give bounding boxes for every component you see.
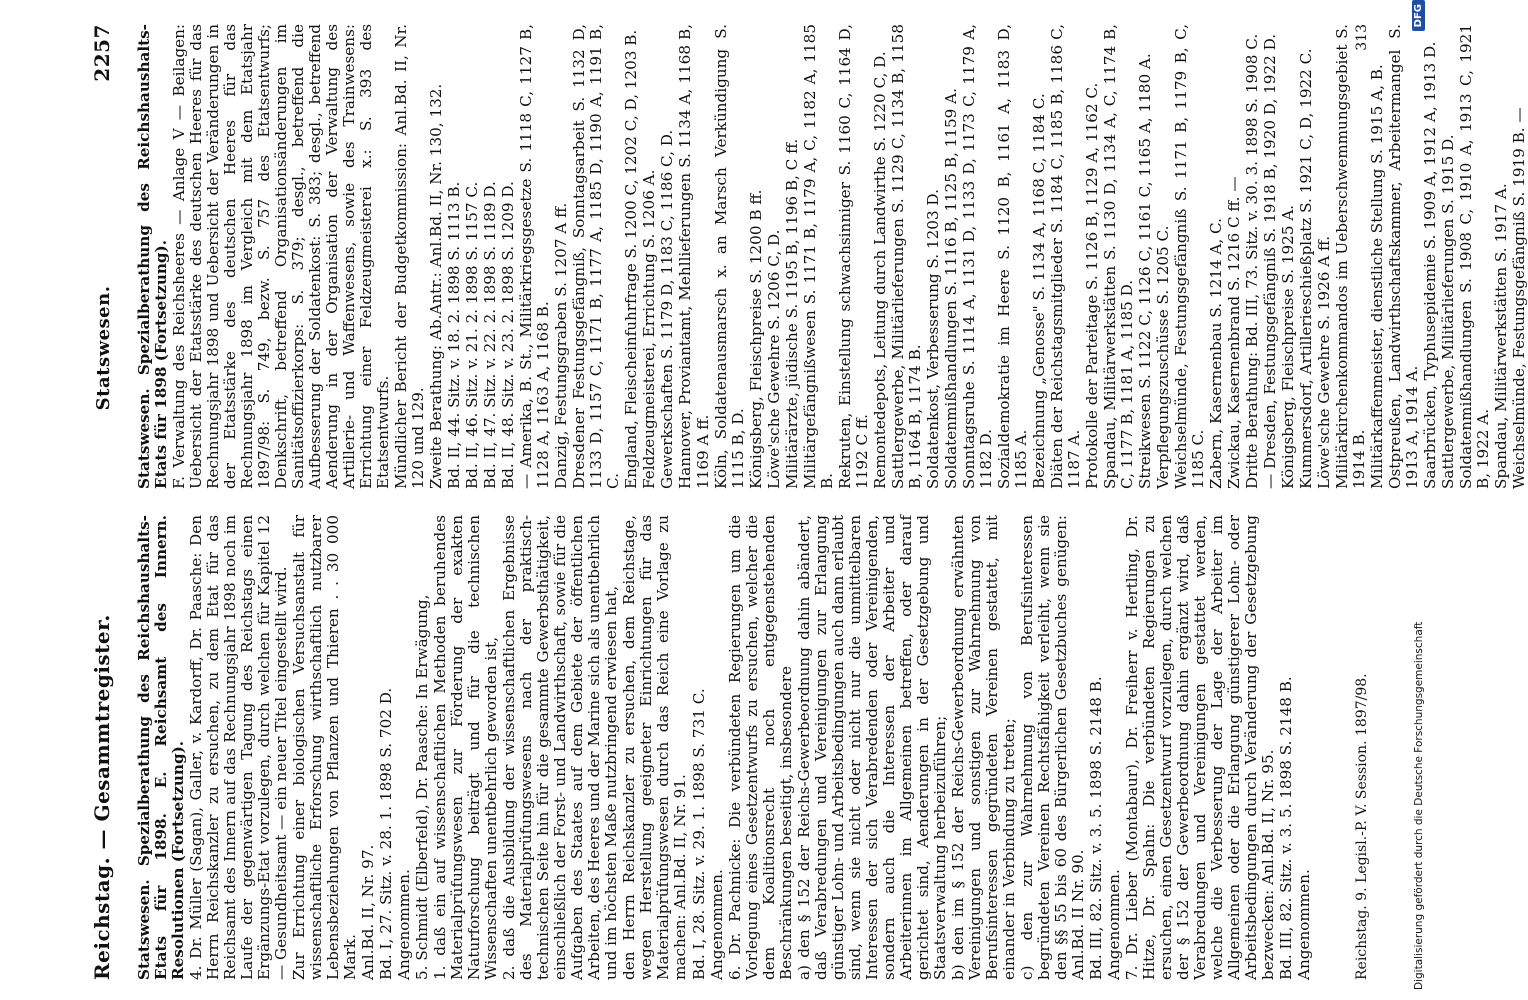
register-entry: Dresdener Festungsgefängniß, Sonntagsarbeit S. 1132 D, 1133 D, 1157 C, 1171 B, 1177 A, 1185 D, 1190 A, 1191 B, C. (570, 24, 623, 489)
register-entry: Bd. II, 44. Sitz. v. 18. 2. 1898 S. 1113 B. (445, 181, 464, 489)
register-entry: Bd. II, 47. Sitz. v. 22. 2. 1898 S. 1189 D. (481, 181, 500, 489)
register-entry: Saarbrücken, Typhusepidemie S. 1909 A, 1912 A, 1913 D. (1421, 41, 1440, 489)
register-entry: Bd. III, 82. Sitz. v. 3. 5. 1898 S. 2148 B. (1277, 676, 1296, 980)
register-entry: Danzig, Festungsgraben S. 1207 A ff. (552, 202, 571, 489)
register-entry: Angenommen. (707, 869, 726, 980)
register-entry: Soldatenmißhandlungen S. 1116 B, 1125 B, 1159 A. (941, 88, 960, 489)
register-entry: Diäten der Reichstagsmitglieder S. 1184 C, 1185 B, 1186 C, 1187 A. (1047, 24, 1083, 489)
register-entry: — Dresden, Festungsgefängniß S. 1918 B, 1920 D, 1922 D. (1261, 33, 1279, 489)
register-entry: Statswesen. Spezialberathung des Reichshaushalts-Etats für 1898 (Fortsetzung). (135, 24, 171, 489)
register-entry: Statswesen. Spezialberathung des Reichshaushalts-Etats für 1898. E. Reichsamt des Innern. Resolutionen (Fortsetzung). (135, 515, 188, 980)
register-entry: 6. Dr. Pachnicke: Die verbündeten Regierungen um die Vorlegung eines Gesetzentwurfs zu ersuchen, welcher die dem Koalitionsrecht noch entgegenstehenden Beschränkungen beseitigt, insbesondere (725, 515, 795, 980)
register-entry: Sozialdemokratie im Heere S. 1120 B, 1161 A, 1183 D, 1185 A. (994, 24, 1030, 489)
register-entry: Weichselmünde, Festungsgefängniß S. 1919 B. — (1510, 107, 1528, 489)
register-entry: Sattlergewerbe, Militärlieferungen S. 1915 D. (1439, 134, 1458, 489)
page-number: 2257 (90, 24, 114, 82)
register-entry: Militärgefängnißwesen S. 1171 B, 1179 A, C, 1182 A, 1185 B. (800, 24, 836, 489)
register-entry: Bezeichnung „Genosse" S. 1134 A, 1168 C, 1184 C. (1029, 93, 1048, 489)
credit-text: Digitalisierung gefördert durch die Deutsche Forschungsgemeinschaft (1412, 621, 1425, 990)
digitization-credit (1410, 0, 1432, 1000)
register-entry: Verpflegungszuschüsse S. 1205 C. (1153, 225, 1172, 489)
register-entry: Militärkaffenmeister, dienstliche Stellung S. 1915 A, B. (1368, 64, 1387, 489)
register-entry: Bd. II, 48. Sitz. v. 23. 2. 1898 S. 1209 D. (499, 181, 518, 489)
register-entry: Zwickau, Kasernenbrand S. 1216 C ff. — (1224, 176, 1243, 489)
register-entry: Remontedepots, Leitung durch Landwirthe S. 1220 C, D. (870, 51, 889, 489)
register-entry: Hannover, Proviantamt, Mehllieferungen S. 1134 A, 1168 B, 1169 A ff. (676, 24, 712, 489)
register-entry: 7. Dr. Lieber (Montabaur), Dr. Freiherr v. Hertling, Dr. Hitze, Dr. Spahn: Die verbündeten Regierungen zu ersuchen, einen Gesetzentwurf vorzulegen, durch welchen der § 152 der Gewerbeordnung dahin ergänzt wird, daß Verabredungen und Vereinigungen gestattet werden, welche die Verbesserung der Lage der Arbeiter im Allgemeinen oder die Erlangung günstigerer Lohn- oder Arbeitsbedingungen durch Veränderung der Gesetzgebung bezwecken: Anl.Bd. II, Nr. 95. (1122, 515, 1278, 980)
register-entry: Feldzeugmeisterei, Errichtung S. 1206 A. (640, 169, 659, 489)
register-entry: Sattlergewerbe, Militärlieferungen S. 1129 C, 1134 B, 1158 B, 1164 B, 1174 B. (888, 24, 924, 489)
register-entry: den Herrn Reichskanzler zu ersuchen, dem Reichstage, wegen Herstellung geeigneter Einrichtungen für das Materialprüfungswesen durch das Reich eine Vorlage zu machen: Anl.Bd. II, Nr. 91. (620, 515, 690, 980)
register-entry: Spandau, Militärwerkstätten S. 1130 D, 1134 A, C, 1174 B, C, 1177 B, 1181 A, 1185 D. (1100, 24, 1136, 489)
left-column (136, 515, 1346, 980)
register-entry: England, Fleischeinfuhrfrage S. 1200 C, 1202 C, D, 1203 B. (622, 29, 641, 489)
register-entry: Weichselmünde, Festungsgefängniß S. 1171 B, 1179 B, C, 1185 C. (1171, 24, 1207, 489)
register-entry: Rekruten, Einstellung schwachsinniger S. 1160 C, 1164 D, 1192 C ff. (835, 24, 871, 489)
running-head (90, 24, 130, 980)
register-entry: Zur Errichtung einer biologischen Versuchsanstalt für wissenschaftliche Erforschung wirthschaftlich nutzbarer Lebensbeziehungen von Pflanzen und Thieren . . 30 000 Mark. (290, 515, 360, 980)
register-entry: 4. Dr. Müller (Sagan), Galler, v. Kardorff, Dr. Paasche: Den Herrn Reichskanzler zu ersuchen, zu dem Etat für das Reichsamt des Innern auf das Rechnungsjahr 1898 noch im Laufe der gegenwärtigen Tagung des Reichstags einen Ergänzungs-Etat vorzulegen, durch welchen für Kapitel 12 — Gesundheitsamt — ein neuer Titel eingestellt wird. (187, 515, 291, 980)
register-entry: Zweite Berathung: Ab.Antr.: Anl.Bd. II, Nr. 130, 132. (427, 83, 446, 489)
register-entry: Bd. III, 82. Sitz. v. 3. 5. 1898 S. 2148 B. (1086, 676, 1105, 980)
register-entry: Bd. II, 46. Sitz. v. 21. 2. 1898 S. 1157 C. (463, 181, 482, 489)
register-entry: Angenommen. (1295, 869, 1314, 980)
register-entry: Löwe'sche Gewehre S. 1926 A ff. (1315, 235, 1334, 489)
register-entry: Anl.Bd. II, Nr. 97. (359, 844, 378, 980)
register-entry: Mündlicher Bericht der Budgetkommission: Anl.Bd. II, Nr. 120 und 129. (392, 24, 428, 489)
register-entry: Köln, Soldatenausmarsch x. an Marsch Verkündigung S. 1115 B, D. (711, 24, 747, 489)
register-entry: Bd. I, 28. Sitz. v. 29. 1. 1898 S. 731 C. (689, 688, 708, 980)
register-entry: 2. daß die Ausbildung der wissenschaftlichen Ergebnisse des Materialprüfungswesens nach der praktisch-technischen Seite hin für die gesammte Gewerbsthätigkeit, einschließlich der Forst- und Landwirthschaft, sowie für die Aufgaben des Staates auf dem Gebiete der öffentlichen Arbeiten, des Heeres und der Marine sich als unentbehrlich und im höchsten Maße nutzbringend erwiesen hat, (500, 515, 621, 980)
running-head-right: Statswesen. (93, 285, 114, 411)
register-entry: 5. Schmidt (Elberfeld), Dr. Paasche: In Erwägung, (413, 594, 432, 980)
register-entry: Ostpreußen, Landwirthschaftskammer, Arbeitermangel S. 1913 A, 1914 A. (1386, 24, 1422, 489)
register-entry: Angenommen. (395, 869, 414, 980)
register-entry: 1. daß ein auf wissenschaftlichen Methoden beruhendes Materialprüfungswesen zur Förderung der exakten Naturforschung beiträgt und für die technischen Wissenschaften unentbehrlich geworden ist, (431, 515, 501, 980)
register-entry: — Amerika, B. St., Militärkriegsgesetze S. 1118 C, 1127 B, 1128 A, 1163 A, 1168 B. (517, 24, 553, 489)
register-entry: a) den § 152 der Reichs-Gewerbeordnung dahin abändert, daß Verabredungen und Vereinigungen zur Erlangung günstiger Lohn- und Arbeitsbedingungen auch dann erlaubt sind, wenn sie nicht oder nicht nur die unmittelbaren Interessen der sich Verabredenden oder Vereinigenden, sondern auch die Interessen der Arbeiter und Arbeiterinnen im Allgemeinen betreffen, oder darauf gerichtet sind, Aenderungen in der Gesetzgebung und Staatsverwaltung herbeizuführen; (794, 515, 949, 980)
register-entry: Angenommen. (1104, 869, 1123, 980)
running-head-left: Reichstag. — Gesammtregister. (90, 614, 114, 980)
footer-left: Reichstag. 9. Legisl.-P. V. Session. 1897/98. (1354, 673, 1370, 980)
footer-right: 313 (1354, 24, 1370, 51)
page-footer (1354, 24, 1370, 980)
register-entry: Kummersdorf, Artillerieschießplatz S. 1921 C, D, 1922 C. (1297, 48, 1316, 489)
register-entry: Streikwesen S. 1122 C, 1126 C, 1161 C, 1165 A, 1180 A. (1135, 53, 1154, 489)
register-entry: Spandau, Militärwerkstätten S. 1917 A. (1492, 183, 1511, 489)
register-entry: c) den zur Wahrnehmung von Berufsinteressen begründeten Vereinen Rechtsfähigkeit verleiht, wenn sie den §§ 55 bis 60 des Bürgerlichen Gesetzbuches genügen: Anl.Bd. II Nr. 90. (1017, 515, 1087, 980)
register-entry: b) den im § 152 der Reichs-Gewerbeordnung erwähnten Vereinigungen und sonstigen zur Wahrnehmung von Berufsinteressen gegründeten Vereinen gestattet, mit einander in Verbindung zu treten; (948, 515, 1018, 980)
register-entry: Königsberg, Fleischpreise S. 1200 B ff. (746, 189, 765, 489)
register-entry: Zabern, Kasernenbau S. 1214 A, C. (1206, 218, 1225, 489)
register-entry: F. Verwaltung des Reichsheeres — Anlage V — Beilagen: Uebersicht der Etatsstärke des deutschen Heeres für das Rechnungsjahr 1898 und Uebersicht der Veränderungen in der Etatsstärke des deutschen Heeres für das Rechnungsjahr 1898 im Vergleich mit dem Etatsjahr 1897/98: S. 749, bezw. S. 757 des Etatsentwurfs; Denkschrift, betreffend Organisationsänderungen im Sanitätsoffizierkorps: S. 379; desgl., betreffend die Aufbesserung der Soldatenkost: S. 383; desgl., betreffend Aenderung in der Organisation der Verwaltung des Artillerie- und Waffenwesens, sowie des Trainwesens: Errichtung einer Feldzeugmeisterei x.: S. 393 des Etatsentwurfs. (170, 24, 393, 489)
register-entry: Löwe'sche Gewehre S. 1206 C, D. (764, 229, 783, 489)
register-entry: Militärkirchenkommandos im Ueberschwemmungsgebiet S. 1914 B. (1333, 24, 1369, 489)
register-entry: Militärärzte, jüdische S. 1195 B, 1196 B, C ff. (782, 138, 801, 489)
register-entry: Königsberg, Fleischpreise S. 1925 A. (1279, 204, 1298, 489)
register-entry: Gewerkschaften S. 1179 D, 1183 C, 1186 C, D. (658, 129, 677, 489)
register-entry: Protokolle der Parteitage S. 1126 B, 1129 A, 1162 C. (1082, 82, 1101, 489)
register-entry: Soldatenmißhandlungen S. 1908 C, 1910 A, 1913 C, 1921 B, 1922 A. (1457, 24, 1493, 489)
register-entry: Soldatenkost, Verbesserung S. 1203 D. (923, 189, 942, 489)
dfg-logo: DFG (1412, 0, 1425, 31)
register-entry: Bd. I, 27. Sitz. v. 28. 1. 1898 S. 702 D. (377, 687, 396, 980)
register-entry: Sonntagsruhe S. 1114 A, 1131 D, 1133 D, 1173 C, 1179 A, 1182 D. (959, 24, 995, 489)
register-entry: Dritte Berathung: Bd. III, 73. Sitz. v. 30. 3. 1898 S. 1908 C. (1242, 33, 1261, 489)
